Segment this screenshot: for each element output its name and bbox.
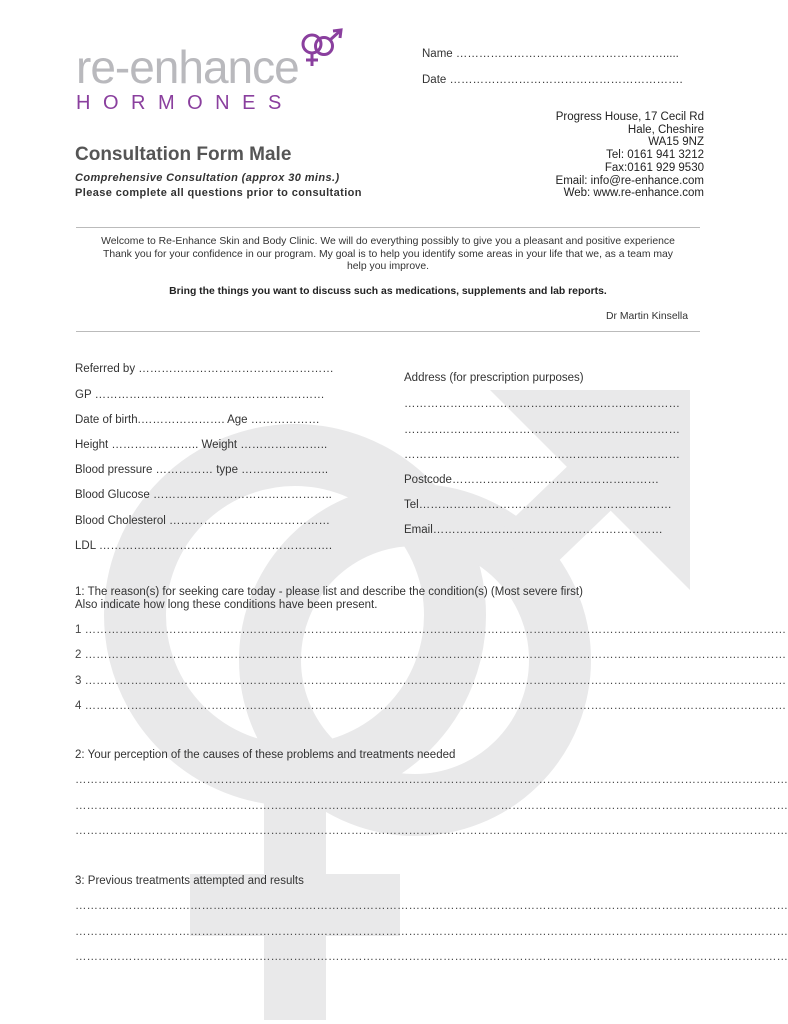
question-1 (75, 586, 583, 612)
logo-wordmark: re-enhance (76, 41, 299, 93)
welcome-text (76, 236, 700, 274)
bring-note: Bring the things you want to discuss such as medications, supplements and lab reports. (169, 286, 607, 297)
question-3: 3: Previous treatments attempted and results (75, 875, 304, 887)
web-line: Web: www.re-enhance.com (563, 187, 704, 200)
answer-4-line[interactable]: 4 ………………………………………………………………………………………………………………………………………………………………… (75, 700, 787, 712)
name-field[interactable]: Name ………………………………………………..... (422, 48, 679, 60)
ldl-field[interactable]: LDL ……………………………………………………. (75, 540, 333, 552)
address-line-3-field[interactable]: ……………………………………………………………… (404, 449, 680, 461)
date-field[interactable]: Date ……………………………………………………. (422, 74, 683, 86)
form-subtitle: Comprehensive Consultation (approx 30 mins.) (75, 172, 340, 184)
address-line: Hale, Cheshire (627, 123, 704, 136)
address-label: Address (for prescription purposes) (404, 372, 584, 384)
form-title: Consultation Form Male (75, 144, 292, 165)
tel-field[interactable]: Tel………………………………………………………… (404, 499, 672, 511)
answer-2-line[interactable]: 2 ………………………………………………………………………………………………………………………………………………………………… (75, 649, 787, 661)
answer-line[interactable]: …………………………………………………………………………………………………………………………………………………………………… (75, 951, 788, 963)
doctor-name: Dr Martin Kinsella (606, 311, 688, 322)
address-line: WA15 9NZ (648, 136, 704, 149)
welcome-line: Thank you for your confidence in our program. My goal is to help you identify some areas in your life that we, as a team may (102, 248, 674, 260)
question-1-line: Also indicate how long these conditions have been present. (75, 599, 378, 611)
fax-line: Fax:0161 929 9530 (604, 161, 704, 174)
address-line: Progress House, 17 Cecil Rd (555, 111, 704, 123)
phone-line: Tel: 0161 941 3212 (606, 149, 704, 162)
answer-3-line[interactable]: 3 ………………………………………………………………………………………………………………………………………………………………… (75, 675, 787, 687)
answer-line[interactable]: …………………………………………………………………………………………………………………………………………………………………… (75, 774, 788, 786)
divider (76, 331, 700, 332)
gp-field[interactable]: GP …………………………………………………… (75, 389, 325, 401)
blood-pressure-field[interactable]: Blood pressure …………… type ………………….. (75, 464, 329, 476)
dob-age-field[interactable]: Date of birth.…………………. Age ……………… (75, 414, 320, 426)
address-line-2-field[interactable]: ……………………………………………………………… (404, 424, 680, 436)
answer-line[interactable]: …………………………………………………………………………………………………………………………………………………………………… (75, 825, 788, 837)
form-instruction: Please complete all questions prior to consultation (75, 187, 362, 199)
gender-symbol-icon (296, 28, 350, 68)
blood-cholesterol-field[interactable]: Blood Cholesterol …………………………………… (75, 515, 330, 527)
answer-1-line[interactable]: 1 ………………………………………………………………………………………………………………………………………………………………… (75, 624, 787, 636)
answer-line[interactable]: …………………………………………………………………………………………………………………………………………………………………… (75, 800, 788, 812)
question-2: 2: Your perception of the causes of these problems and treatments needed (75, 749, 456, 761)
welcome-line: help you improve. (346, 261, 429, 273)
blood-glucose-field[interactable]: Blood Glucose ……………………………………….. (75, 489, 332, 501)
welcome-line: Welcome to Re-Enhance Skin and Body Clinic. We will do everything possibly to give you a pleasant and positive experience (101, 236, 675, 247)
email-line: Email: info@re-enhance.com (555, 174, 704, 187)
email-field[interactable]: Email…………………………………………………… (404, 524, 663, 536)
height-weight-field[interactable]: Height ………………….. Weight ………………….. (75, 439, 328, 451)
contact-address (556, 111, 704, 200)
answer-line[interactable]: …………………………………………………………………………………………………………………………………………………………………… (75, 900, 788, 912)
answer-line[interactable]: …………………………………………………………………………………………………………………………………………………………………… (75, 926, 788, 938)
postcode-field[interactable]: Postcode……………………………………………… (404, 474, 659, 486)
referred-by-field[interactable]: Referred by …………………………………………… (75, 363, 334, 375)
question-1-line: 1: The reason(s) for seeking care today - please list and describe the condition(s) (Most severe first) (75, 586, 583, 598)
address-line-1-field[interactable]: ……………………………………………………………… (404, 398, 680, 410)
divider (76, 227, 700, 228)
logo-subtitle: HORMONES (76, 92, 294, 114)
